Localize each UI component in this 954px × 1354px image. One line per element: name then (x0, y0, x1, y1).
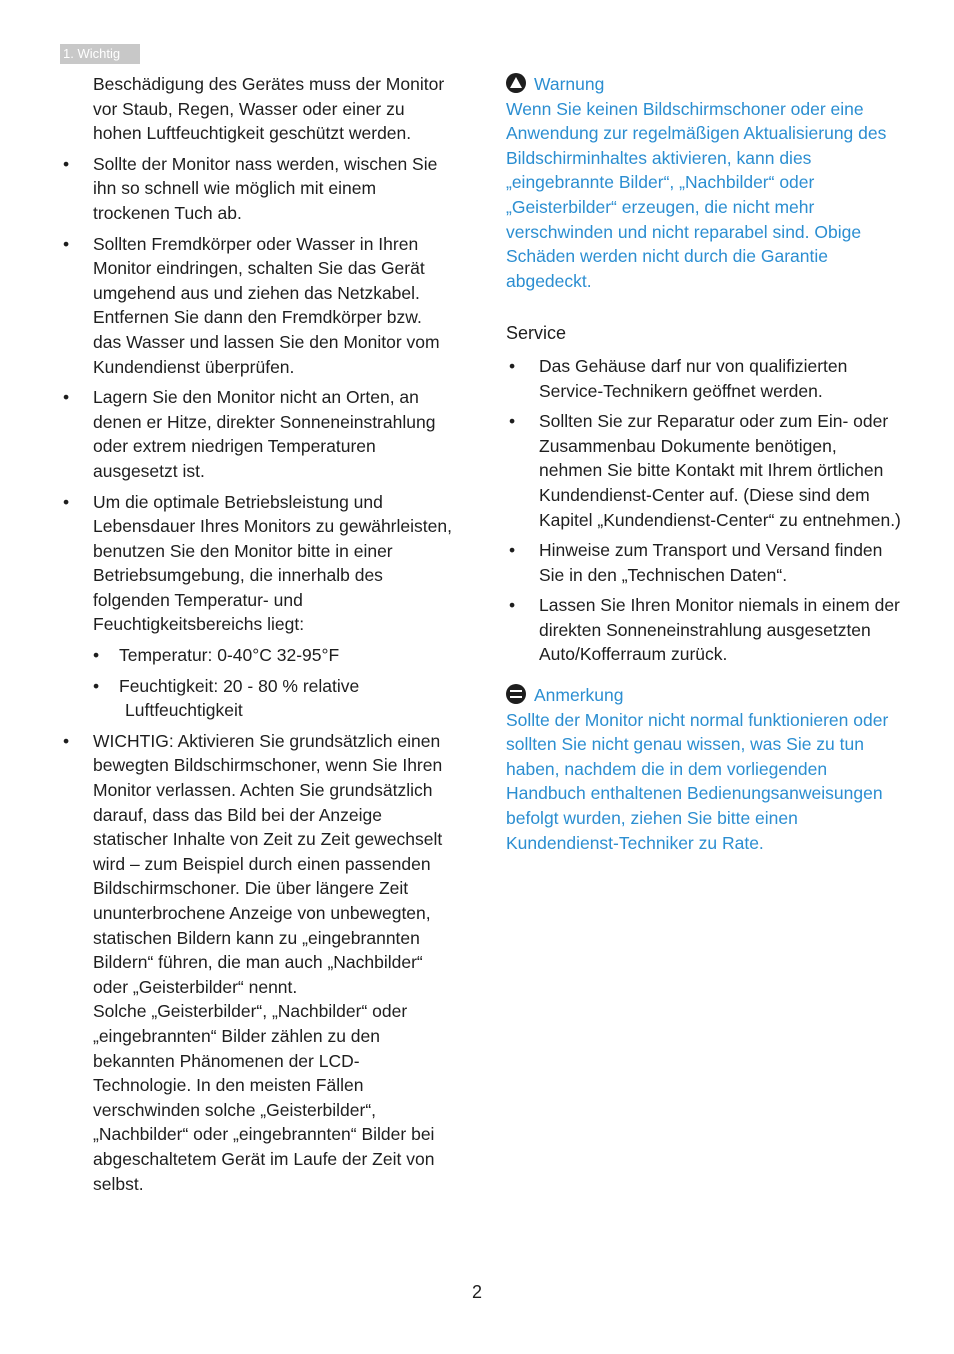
warning-block (506, 72, 901, 293)
important-text: WICHTIG: Aktivieren Sie grundsätzlich einen bewegten Bildschirmschoner, wenn Sie Ihren Monitor verlassen. Achten Sie grundsätzlich darauf, dass das Bild bei der Anzeige statischer Inhalte von Zeit zu Zeit gewechselt wird – zum Beispiel durch einen passenden Bildschirmschoner. Die über längere Zeit ununterbrochene Anzeige von unbewegten, statischen Bildern kann zu „eingebrannten Bildern“ führen, die man auch „Nachbilder“ oder „Geisterbilder“ nennt. (93, 730, 443, 997)
important-text-cont: Solche „Geisterbilder“, „Nachbilder“ oder „eingebrannten“ Bilder zählen zu den bekannten Phänomenen der LCD-Technologie. In den meisten Fällen verschwinden solche „Geisterbilder“, „Nachbilder“ oder „eingebrannten“ Bilder bei abgeschaltetem Gerät im Laufe der Zeit von selbst. (93, 1001, 435, 1194)
warning-text: Wenn Sie keinen Bildschirmschoner oder eine Anwendung zur regelmäßigen Aktualisierung des Bildschirminhaltes aktivieren, kann dies „eingebrannte Bilder“, „Nachbilder“ oder „Geisterbilder“ erzeugen, die nicht mehr verschwinden und nicht reparabel sind. Obige Schäden werden nicht durch die Garantie abgedeckt. (506, 98, 887, 291)
safety-list (60, 152, 452, 1196)
list-item: • Lassen Sie Ihren Monitor niemals in einem der direkten Sonneneinstrahlung ausgesetzten Auto/Kofferraum zurück. (506, 593, 901, 667)
service-list (506, 354, 901, 667)
note-text: Sollte der Monitor nicht normal funktionieren oder sollten Sie nicht genau wissen, was Sie zu tun haben, nachdem die in dem vorliegenden Handbuch enthaltenen Bedienungsanweisungen befolgt wurden, ziehen Sie bitte einen Kundendienst-Techniker zu Rate. (506, 709, 889, 853)
left-column (60, 72, 452, 1202)
humidity-item (60, 674, 452, 723)
list-item: • Lagern Sie den Monitor nicht an Orten, an denen er Hitze, direkter Sonneneinstrahlung oder extrem niedrigen Temperaturen ausgesetzt ist. (60, 385, 452, 483)
note-block (506, 683, 901, 855)
temperature-item: • Temperatur: 0-40°C 32-95°F (60, 643, 452, 668)
page-number: 2 (471, 1282, 482, 1302)
continuation-paragraph: Beschädigung des Gerätes muss der Monitor vor Staub, Regen, Wasser oder einer zu hohen Luftfeuchtigkeit geschützt werden. (93, 74, 445, 144)
humidity-text: Feuchtigkeit: 20 - 80 % relative (119, 675, 360, 696)
right-column (506, 72, 901, 855)
warning-icon (506, 73, 526, 93)
warning-title: Warnung (534, 74, 605, 94)
list-item: • Das Gehäuse darf nur von qualifizierten Service-Technikern geöffnet werden. (506, 354, 901, 403)
important-item (60, 729, 452, 1196)
list-item: • Sollten Fremdkörper oder Wasser in Ihren Monitor eindringen, schalten Sie das Gerät umgehend aus und ziehen das Netzkabel. Entfernen Sie dann den Fremdkörper bzw. das Wasser und lassen Sie den Monitor vom Kundendienst überprüfen. (60, 232, 452, 380)
list-item: • Sollte der Monitor nass werden, wischen Sie ihn so schnell wie möglich mit einem trockenen Tuch ab. (60, 152, 452, 226)
note-heading (506, 683, 901, 708)
section-tab: 1. Wichtig (60, 44, 140, 64)
list-item: • Um die optimale Betriebsleistung und Lebensdauer Ihres Monitors zu gewährleisten, benutzen Sie den Monitor bitte in einer Betriebsumgebung, die innerhalb des folgenden Temperatur- und Feuchtigkeitsbereichs liegt: (60, 490, 452, 638)
note-icon (506, 684, 526, 704)
warning-heading (506, 72, 901, 97)
list-item: • Hinweise zum Transport und Versand finden Sie in den „Technischen Daten“. (506, 538, 901, 587)
service-heading: Service (506, 323, 567, 344)
humidity-text-cont: Luftfeuchtigkeit (125, 700, 243, 721)
note-title: Anmerkung (534, 685, 624, 706)
list-item: • Sollten Sie zur Reparatur oder zum Ein- oder Zusammenbau Dokumente benötigen, nehmen Sie bitte Kontakt mit Ihrem örtlichen Kundendienst-Center auf. (Diese sind dem Kapitel „Kundendienst-Center“ zu entnehmen.) (506, 409, 901, 532)
